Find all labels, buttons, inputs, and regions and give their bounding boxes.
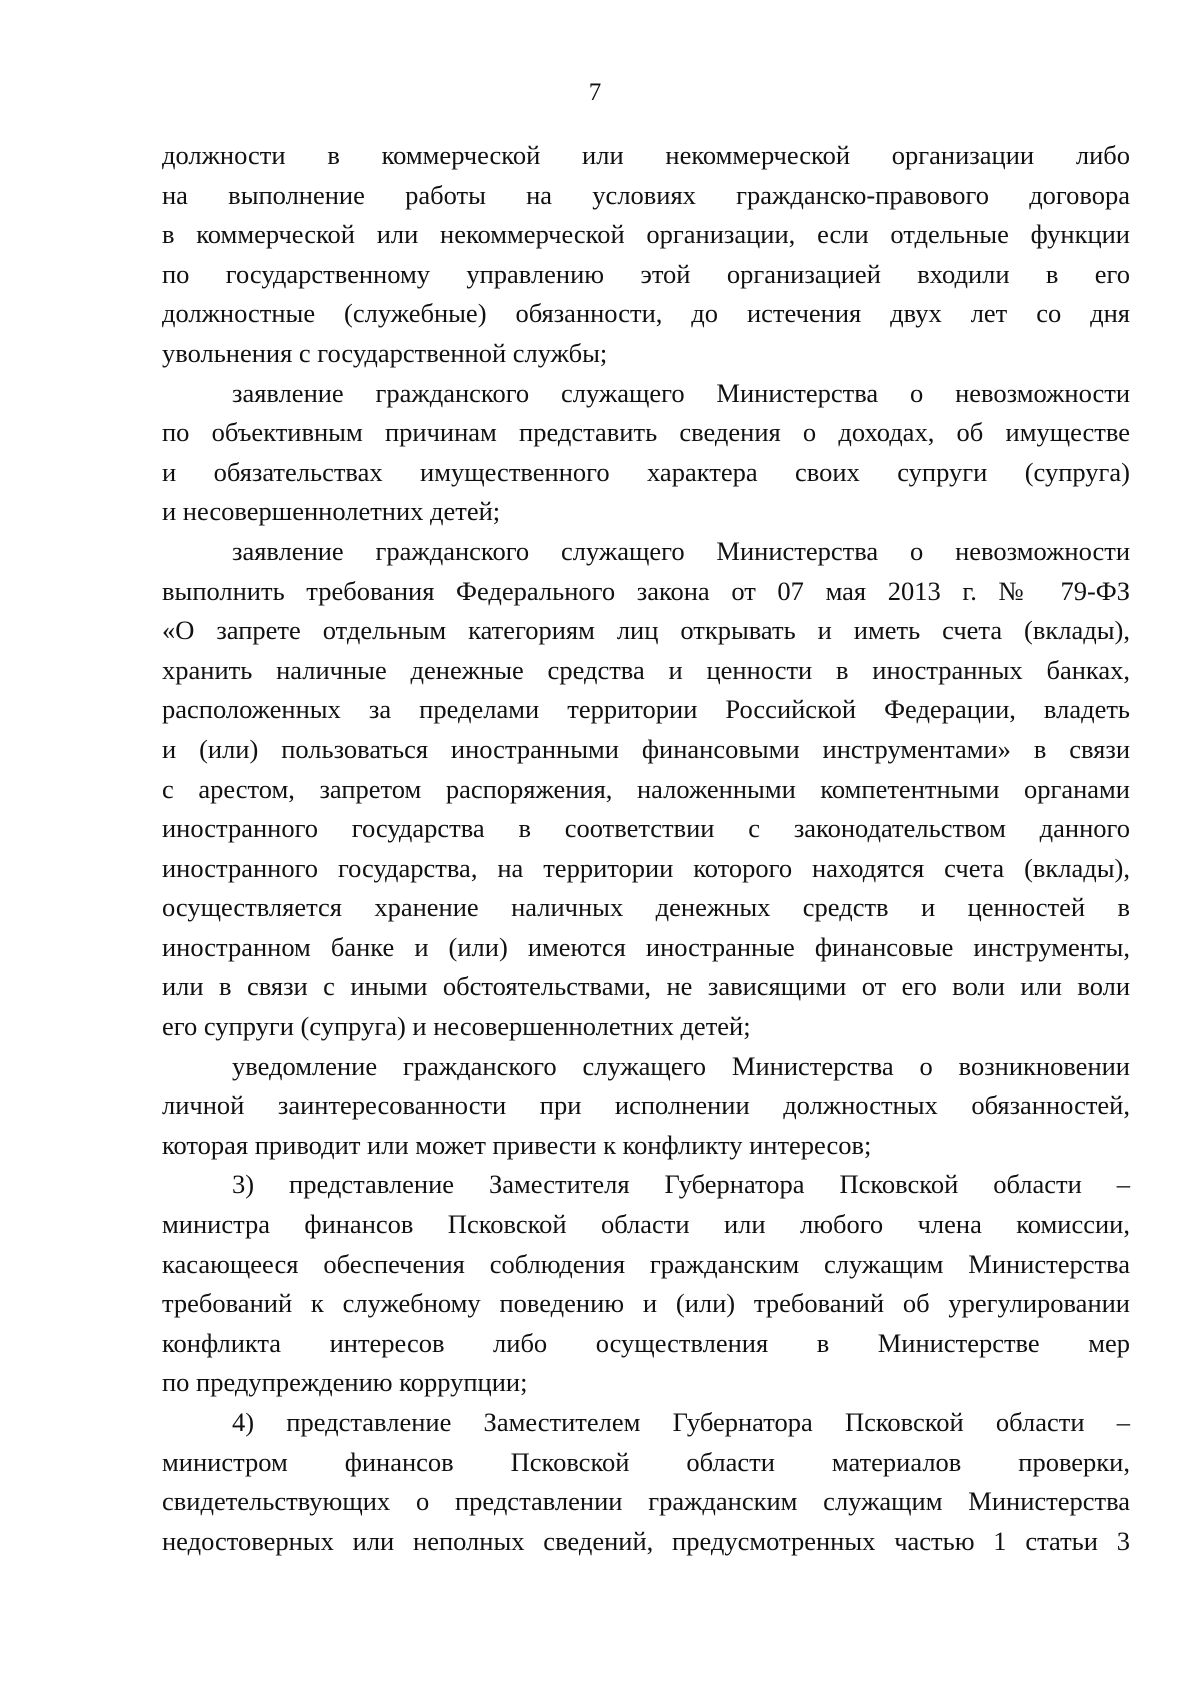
text-line: выполнить требования Федерального закона от 07 мая 2013 г. № 79-ФЗ [162,575,1130,606]
text-line: хранить наличные денежные средства и ценности в иностранных банках, [162,654,1130,685]
text-line: по объективным причинам представить сведения о доходах, об имуществе [162,417,1130,448]
text-line: конфликта интересов либо осуществления в Министерстве мер [162,1327,1130,1358]
text-line: в коммерческой или некоммерческой организации, если отдельные функции [162,219,1130,250]
text-line: иностранном банке и (или) имеются иностранные финансовые инструменты, [162,931,1130,962]
text-line: министра финансов Псковской области или любого члена комиссии, [162,1209,1130,1240]
text-line: по государственному управлению этой организацией входили в его [162,258,1130,289]
text-line: заявление гражданского служащего Министерства о невозможности [232,377,1130,408]
text-line: заявление гражданского служащего Министерства о невозможности [232,535,1130,566]
text-line: и обязательствах имущественного характера своих супруги (супруга) [162,456,1130,487]
text-line: или в связи с иными обстоятельствами, не зависящими от его воли или воли [162,971,1130,1002]
text-line: недостоверных или неполных сведений, предусмотренных частью 1 статьи 3 [162,1525,1130,1556]
text-line: с арестом, запретом распоряжения, наложенными компетентными органами [162,773,1130,804]
text-line: 3) представление Заместителя Губернатора Псковской области – [232,1169,1130,1200]
body-text [162,136,1130,1561]
text-line: осуществляется хранение наличных денежных средств и ценностей в [162,892,1130,923]
text-line: должности в коммерческой или некоммерческой организации либо [162,140,1130,170]
text-line: «О запрете отдельным категориям лиц открывать и иметь счета (вклады), [162,615,1130,646]
text-line: которая приводит или может привести к конфликту интересов; [162,1129,872,1160]
text-line: касающееся обеспечения соблюдения гражданским служащим Министерства [162,1248,1130,1279]
text-line: личной заинтересованности при исполнении должностных обязанностей, [162,1090,1130,1121]
text-line: на выполнение работы на условиях гражданско-правового договора [162,179,1130,210]
text-line: свидетельствующих о представлении гражданским служащим Министерства [162,1486,1130,1517]
text-line: министром финансов Псковской области материалов проверки, [162,1446,1130,1477]
text-line: и несовершеннолетних детей; [162,496,501,527]
page-number: 7 [588,79,602,106]
text-line: должностные (служебные) обязанности, до истечения двух лет со дня [162,298,1130,329]
text-line: требований к служебному поведению и (или) требований об урегулировании [162,1288,1130,1319]
text-line: расположенных за пределами территории Российской Федерации, владеть [162,694,1130,725]
text-line: иностранного государства в соответствии с законодательством данного [162,813,1130,844]
text-line: 4) представление Заместителем Губернатора Псковской области – [232,1407,1130,1437]
text-line: иностранного государства, на территории которого находятся счета (вклады), [162,852,1130,883]
text-line: его супруги (супруга) и несовершеннолетних детей; [162,1011,751,1042]
text-line: по предупреждению коррупции; [162,1367,528,1398]
text-line: и (или) пользоваться иностранными финансовыми инструментами» в связи [162,733,1130,764]
text-line: уведомление гражданского служащего Министерства о возникновении [232,1050,1130,1081]
text-line: увольнения с государственной службы; [162,337,608,368]
